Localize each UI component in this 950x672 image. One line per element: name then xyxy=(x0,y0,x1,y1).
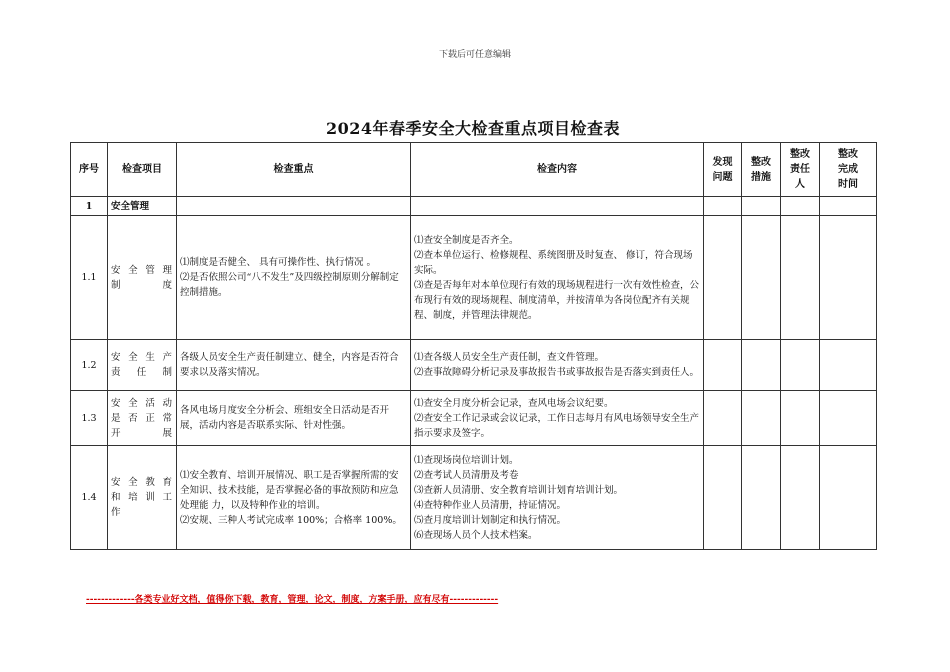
row-item-line: 是否正常 xyxy=(111,412,173,424)
header-note: 下载后可任意编辑 xyxy=(438,50,511,60)
section-no: 1 xyxy=(71,197,108,216)
footer-note: -------------各类专业好文档，值得你下载，教育，管理，论文，制度，方案手册，应有尽有------------- xyxy=(86,595,499,605)
row-content-line: ⑵查安全工作记录或会议记录，工作日志每月有风电场领导安全生产指示要求及签字。 xyxy=(414,412,700,439)
table-row xyxy=(71,446,877,550)
empty-cell xyxy=(820,340,877,391)
empty-cell xyxy=(704,391,742,446)
empty-cell xyxy=(704,340,742,391)
row-focus xyxy=(177,446,411,550)
row-content-line: ⑶查新人员清册、安全教育培训计划育培训计划。 xyxy=(414,484,624,496)
empty-cell xyxy=(742,197,781,216)
row-content-line: ⑹查现场人员个人技术档案。 xyxy=(414,529,538,541)
header-deadline-line: 整改 xyxy=(838,149,858,160)
empty-cell xyxy=(781,216,820,340)
row-no: 1.1 xyxy=(71,216,108,340)
row-focus-line: ⑵是否依照公司“八不发生”及四级控制原则分解制定控制措施。 xyxy=(180,272,399,298)
empty-cell xyxy=(704,216,742,340)
row-focus xyxy=(177,340,411,391)
row-item-line: 安全生产 xyxy=(111,352,173,363)
empty-cell xyxy=(704,197,742,216)
header-found-line: 发现 xyxy=(712,156,733,168)
row-focus-line: 各风电场月度安全分析会、班组安全日活动是否开展，活动内容是否联系实际、针对性强。 xyxy=(180,405,390,431)
header-item: 检查项目 xyxy=(108,143,177,197)
row-item-line: 开展 xyxy=(111,427,173,439)
header-found-line: 问题 xyxy=(712,171,733,183)
row-focus xyxy=(177,216,411,340)
empty-cell xyxy=(820,446,877,550)
row-content-line: ⑶查是否每年对本单位现行有效的现场规程进行一次有效性检查，公布现行有效的现场规程、制度清单，并按清单为各岗位配齐有关规程、制度，并管理法律规范。 xyxy=(414,279,700,321)
page-title: 2024年春季安全大检查重点项目检查表 xyxy=(325,119,621,138)
header-measures-line: 措施 xyxy=(751,171,771,183)
empty-cell xyxy=(704,446,742,550)
row-content-line: ⑵查本单位运行、检修规程、系统图册及时复查、 修订，符合现场实际。 xyxy=(414,249,693,276)
row-item-line: 责任制 xyxy=(111,367,173,378)
row-item-line: 安全管理 xyxy=(111,264,173,276)
row-focus-line: 各级人员安全生产责任制建立、健全，内容是否符合要求以及落实情况。 xyxy=(180,352,399,378)
empty-cell xyxy=(781,197,820,216)
row-focus-line: ⑴安全教育、培训开展情况、职工是否掌握所需的安全知识、技术技能，是否掌握必备的事故预防和应急处理能 力，以及特种作业的培训。 xyxy=(180,469,399,511)
row-item-line: 和培训工 xyxy=(111,492,173,503)
header-content: 检查内容 xyxy=(411,143,704,197)
row-focus xyxy=(177,391,411,446)
header-owner-line: 整改 xyxy=(790,149,810,160)
header-owner-line: 责任 xyxy=(790,164,810,175)
inspection-table xyxy=(70,142,877,550)
empty-cell xyxy=(820,197,877,216)
row-item-line: 安全活动 xyxy=(111,397,173,409)
empty-cell xyxy=(177,197,411,216)
empty-cell xyxy=(742,446,781,550)
row-no: 1.4 xyxy=(71,446,108,550)
row-content xyxy=(411,446,704,550)
header-no: 序号 xyxy=(71,143,108,197)
header-deadline-line: 完成 xyxy=(838,164,858,175)
row-focus-line: ⑵安规、三种人考试完成率 100%；合格率 100%。 xyxy=(180,514,402,526)
header-deadline xyxy=(820,143,877,197)
header-owner xyxy=(781,143,820,197)
empty-cell xyxy=(781,446,820,550)
header-row xyxy=(71,143,877,197)
header-owner-line: 人 xyxy=(795,179,805,190)
row-content-line: ⑴查安全月度分析会记录，查风电场会议纪要。 xyxy=(414,397,614,409)
empty-cell xyxy=(742,340,781,391)
row-content-line: ⑴查现场岗位培训计划。 xyxy=(414,454,519,466)
row-item xyxy=(108,446,177,550)
row-item xyxy=(108,340,177,391)
row-no: 1.3 xyxy=(71,391,108,446)
header-deadline-line: 时间 xyxy=(838,179,858,190)
row-content xyxy=(411,391,704,446)
row-content-line: ⑴查各级人员安全生产责任制，查文件管理。 xyxy=(414,352,605,363)
row-content-line: ⑷查特种作业人员清册，持证情况。 xyxy=(414,499,567,511)
empty-cell xyxy=(820,391,877,446)
row-content-line: ⑸查月度培训计划制定和执行情况。 xyxy=(414,514,567,526)
section-row xyxy=(71,197,877,216)
empty-cell xyxy=(742,391,781,446)
row-item xyxy=(108,391,177,446)
row-item-line: 安全教育 xyxy=(111,477,173,488)
empty-cell xyxy=(820,216,877,340)
empty-cell xyxy=(781,391,820,446)
empty-cell xyxy=(781,340,820,391)
header-found xyxy=(704,143,742,197)
row-no: 1.2 xyxy=(71,340,108,391)
row-item xyxy=(108,216,177,340)
row-content-line: ⑴查安全制度是否齐全。 xyxy=(414,234,519,246)
row-content-line: ⑵查考试人员清册及考卷 xyxy=(414,469,519,481)
table-row xyxy=(71,340,877,391)
row-item-line: 作 xyxy=(111,507,122,518)
header-measures xyxy=(742,143,781,197)
header-focus: 检查重点 xyxy=(177,143,411,197)
table-row xyxy=(71,391,877,446)
row-item-line: 制度 xyxy=(111,279,173,291)
table-row xyxy=(71,216,877,340)
row-focus-line: ⑴制度是否健全、 具有可操作性、执行情况 。 xyxy=(180,257,377,268)
empty-cell xyxy=(411,197,704,216)
section-title: 安全管理 xyxy=(108,197,177,216)
empty-cell xyxy=(742,216,781,340)
row-content xyxy=(411,340,704,391)
row-content xyxy=(411,216,704,340)
row-content-line: ⑵查事故障碍分析记录及事故报告书或事故报告是否落实到责任人。 xyxy=(414,367,700,378)
header-measures-line: 整改 xyxy=(751,156,771,168)
